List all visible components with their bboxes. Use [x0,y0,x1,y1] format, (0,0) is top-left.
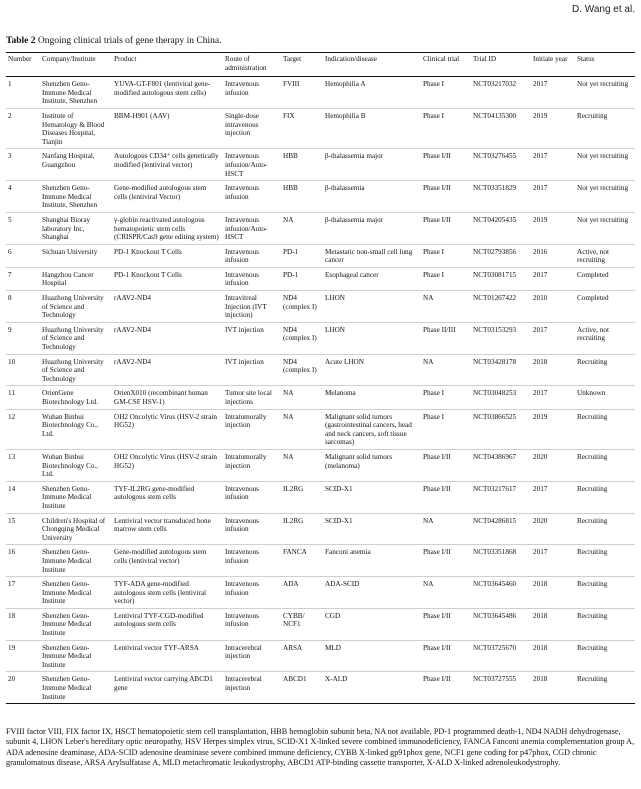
table-row [6,108,635,148]
column-header: Number [6,54,40,77]
company-institute-cell: Institute of Hematology & Blood Diseases Hospital, Tianjin [42,111,105,146]
indication-disease-cell: LHON [325,294,345,303]
product-cell: TYF-ADA gene-modified autologous stem cells (lentiviral vector) [114,580,207,606]
column-header: Clinical trial [421,54,471,77]
target-cell: FVIII [283,80,300,89]
table-row [6,545,635,577]
table-row [6,640,635,672]
table-row [6,449,635,481]
product-cell: Lentiviral vector carrying ABCD1 gene [114,675,213,693]
route-of-administration-cell: Intratumorally injection [225,452,267,470]
indication-disease-cell: Hemophilia B [325,111,366,120]
table-row [6,322,635,354]
route-of-administration-cell: Intravenous infusion/Auto-HSCT [225,215,268,242]
product-cell: rAAV2-ND4 [114,325,151,334]
target-cell: FANCA [283,548,307,557]
table-row [6,354,635,386]
company-institute-cell: Children's Hospital of Chongqing Medical University [42,516,106,542]
table-row [6,513,635,545]
status-cell: Recruiting [577,111,608,120]
status-cell: Active, not recruiting [577,247,609,265]
table-title: Ongoing clinical trials of gene therapy in China. [37,36,222,46]
status-cell: Recruiting [577,516,608,525]
clinical-trial-phase-cell: Phase I/II [423,643,451,652]
clinical-trial-phase-cell: Phase I/II [423,184,451,193]
trial-number-cell: 8 [8,294,12,303]
route-of-administration-cell: Single-dose intravenous injection [225,111,259,138]
product-cell: rAAV2-ND4 [114,357,151,366]
column-header: Trial ID [471,54,531,77]
table-row [6,481,635,513]
table-row [6,409,635,449]
clinical-trial-phase-cell: Phase II/III [423,325,456,334]
status-cell: Not yet recruiting [577,184,629,193]
table-row [6,77,635,109]
route-of-administration-cell: Tumor site local injections [225,389,272,406]
clinical-trial-phase-cell: Phase I/II [423,152,451,161]
company-institute-cell: Huazhong University of Science and Technology [42,325,104,352]
route-of-administration-cell: Intratumorally injection [225,412,267,430]
table-row [6,244,635,267]
trial-id-cell: NCT02793856 [473,247,517,256]
clinical-trial-phase-cell: Phase I [423,389,444,398]
indication-disease-cell: Malignant solid tumors (melanoma) [325,452,393,470]
target-cell: PD-1 [283,270,299,279]
trial-id-cell: NCT04205435 [473,215,517,224]
initiate-year-cell: 2017 [533,270,548,279]
indication-disease-cell: CGD [325,611,341,620]
product-cell: OrienX010 (recombinant human GM-CSF HSV-1) [114,389,208,406]
trial-number-cell: 17 [8,580,16,589]
table-row [6,149,635,181]
target-cell: ABCD1 [283,675,307,684]
indication-disease-cell: Esophageal cancer [325,270,379,279]
trial-id-cell: NCT03645486 [473,611,517,620]
route-of-administration-cell: IVT injection [225,357,264,366]
table-label: Table 2 [6,36,36,46]
company-institute-cell: Huazhong University of Science and Technology [42,294,104,320]
running-head: D. Wang et al. [572,4,635,15]
table-top-rule [6,52,635,53]
table-body [6,77,635,704]
indication-disease-cell: SCID-X1 [325,484,353,493]
column-header: Company/Institute [40,54,112,77]
trial-id-cell: NCT03727555 [473,675,517,684]
indication-disease-cell: Fanconi anemia [325,548,371,557]
column-header: Route of administration [223,54,281,77]
route-of-administration-cell: Intracerebral injection [225,643,262,661]
company-institute-cell: Shenzhen Geno-Immune Medical Institute [42,484,92,510]
trial-number-cell: 7 [8,270,12,279]
status-cell: Recruiting [577,484,608,493]
route-of-administration-cell: IVT injection [225,325,264,334]
company-institute-cell: Shenzhen Geno-Immune Medical Institute [42,580,92,606]
status-cell: Recruiting [577,611,608,620]
table-row [6,181,635,213]
initiate-year-cell: 2018 [533,580,548,589]
company-institute-cell: Huazhong University of Science and Technology [42,357,104,383]
column-header: Product [112,54,223,77]
trial-id-cell: NCT03081715 [473,270,517,279]
indication-disease-cell: β-thalassemia major [325,215,384,224]
table-header-row [6,54,635,77]
target-cell: PD-1 [283,247,299,256]
product-cell: TYF-IL2RG gene-modified autologous stem cells [114,484,195,502]
company-institute-cell: Shenzhen Geno-Immune Medical Institute [42,675,92,701]
clinical-trial-phase-cell: NA [423,580,434,589]
table-footnote: FVIII factor VIII, FIX factor IX, HSCT hematopoietic stem cell transplantation, HBB hemoglobin subunit beta, NA not available, PD-1 programmed death-1, ND4 NADH dehydrogenase, subunit 4, LHON Leber's hereditary optic neuropathy, HSV Herpes simplex virus, SCID-X1 X-linked severe combined immunodeficiency, FANCA Fanconi anemia complementation group A, ADA adenosine deaminase, ADA-SCID adenosine deaminase severe combined immune deficiency, CYBB X-linked gp91phox gene, NCF1 gene coding for p47phox, CGD chronic granulomatous disease, ARSA Arylsulfatase A, MLD metachromatic leukodystrophy, ABCD1 ATP-binding cassette transporter, X-ALD X-linked adrenoleukodystrophy. [6,727,635,768]
product-cell: BBM-H901 (AAV) [114,111,170,120]
clinical-trial-phase-cell: Phase I [423,247,444,256]
product-cell: Autologous CD34⁺ cells genetically modified (lentiviral vector) [114,152,219,169]
clinical-trial-phase-cell: NA [423,357,434,366]
trial-id-cell: NCT04286815 [473,516,517,525]
product-cell: PD-1 Knockout T Cells [114,247,182,256]
trial-id-cell: NCT01267422 [473,294,517,303]
initiate-year-cell: 2010 [533,294,548,303]
status-cell: Recruiting [577,452,608,461]
route-of-administration-cell: Intravenous infusion [225,484,259,502]
company-institute-cell: Shanghai Bioray laboratory Inc, Shanghai [42,215,91,242]
initiate-year-cell: 2017 [533,325,548,334]
target-cell: ND4 (complex I) [283,294,317,311]
trial-id-cell: NCT03217617 [473,484,517,493]
clinical-trial-phase-cell: Phase I [423,80,444,89]
status-cell: Not yet recruiting [577,215,629,224]
target-cell: ADA [283,580,299,589]
trial-id-cell: NCT03351868 [473,548,517,557]
initiate-year-cell: 2018 [533,675,548,684]
product-cell: Gene-modified autologous stem cells (lentiviral vector) [114,548,207,565]
indication-disease-cell: Malignant solid tumors (gastrointestinal cancers, head and neck cancers, soft tissue sarcomas) [325,412,412,447]
indication-disease-cell: Acute LHON [325,357,364,366]
trial-number-cell: 6 [8,247,12,256]
indication-disease-cell: MLD [325,643,341,652]
trial-number-cell: 15 [8,516,16,525]
route-of-administration-cell: Intravenous infusion [225,184,259,201]
initiate-year-cell: 2018 [533,357,548,366]
target-cell: NA [283,389,294,398]
trial-number-cell: 10 [8,357,16,366]
status-cell: Completed [577,294,609,303]
indication-disease-cell: β-thalassemia [325,184,365,193]
indication-disease-cell: LHON [325,325,345,334]
table-row [6,577,635,609]
initiate-year-cell: 2018 [533,611,548,620]
trial-id-cell: NCT03351829 [473,184,517,193]
company-institute-cell: Wuhan Binhui Biotechnology Co., Ltd. [42,452,99,479]
status-cell: Recruiting [577,675,608,684]
target-cell: ND4 (complex I) [283,357,317,375]
initiate-year-cell: 2017 [533,152,548,161]
status-cell: Recruiting [577,643,608,652]
trial-id-cell: NCT03866525 [473,412,517,421]
route-of-administration-cell: Intravenous infusion [225,580,259,597]
initiate-year-cell: 2017 [533,548,548,557]
company-institute-cell: Hangzhou Cancer Hospital [42,270,94,288]
column-header: Target [281,54,323,77]
target-cell: ND4 (complex I) [283,325,317,343]
initiate-year-cell: 2017 [533,389,548,398]
clinical-trial-phase-cell: Phase I/II [423,548,451,557]
table-caption [6,36,221,46]
table-row [6,608,635,640]
target-cell: NA [283,412,294,421]
trial-number-cell: 13 [8,452,16,461]
trial-id-cell: NCT04386967 [473,452,517,461]
status-cell: Unknown [577,389,606,398]
table-row [6,212,635,244]
trial-number-cell: 3 [8,152,12,161]
target-cell: HBB [283,152,298,161]
clinical-trial-phase-cell: Phase I/II [423,611,451,620]
company-institute-cell: Wuhan Binhui Biotechnology Co., Ltd. [42,412,99,438]
company-institute-cell: Shenzhen Geno-Immune Medical Institute, Shenzhen [42,80,98,106]
target-cell: NA [283,215,294,224]
column-header: Status [575,54,635,77]
product-cell: Gene-modified autologous stem cells (lentiviral Vector) [114,184,207,201]
target-cell: IL2RG [283,516,304,525]
company-institute-cell: Sichuan University [42,247,98,256]
product-cell: rAAV2-ND4 [114,294,151,303]
trial-number-cell: 20 [8,675,16,684]
clinical-trial-phase-cell: Phase I [423,270,444,279]
product-cell: γ-globin reactivated autologous hematopoietic stem cells (CRISPR/Cas9 gene editing system) [114,215,219,242]
route-of-administration-cell: Intracerebral injection [225,675,262,693]
indication-disease-cell: β-thalassemia major [325,152,384,161]
status-cell: Completed [577,270,609,279]
column-header: Indication/disease [323,54,421,77]
trial-number-cell: 5 [8,215,12,224]
clinical-trial-phase-cell: Phase I [423,111,444,120]
initiate-year-cell: 2018 [533,643,548,652]
table-row [6,386,635,409]
clinical-trial-phase-cell: Phase I/II [423,484,451,493]
status-cell: Recruiting [577,548,608,557]
trial-number-cell: 16 [8,548,16,557]
company-institute-cell: OrienGene Biotechnology Ltd. [42,389,98,406]
product-cell: OH2 Oncolytic Virus (HSV-2 strain HG52) [114,412,217,430]
company-institute-cell: Shenzhen Geno-Immune Medical Institute [42,611,92,638]
product-cell: Lentiviral vector TYF-ARSA [114,643,199,652]
indication-disease-cell: Hemophilia A [325,80,366,89]
trial-number-cell: 2 [8,111,12,120]
trial-id-cell: NCT03048253 [473,389,517,398]
trial-id-cell: NCT04135300 [473,111,517,120]
company-institute-cell: Shenzhen Geno-Immune Medical Institute [42,643,92,669]
route-of-administration-cell: Intravenous infusion/Auto-HSCT [225,152,268,178]
clinical-trial-phase-cell: Phase I [423,412,444,421]
trial-id-cell: NCT03428178 [473,357,517,366]
table-row [6,291,635,323]
clinical-trial-phase-cell: NA [423,294,434,303]
clinical-trial-phase-cell: NA [423,516,434,525]
trial-id-cell: NCT03276455 [473,152,517,161]
table-row [6,267,635,290]
status-cell: Recruiting [577,580,608,589]
route-of-administration-cell: Intravitreal Injection (IVT injection) [225,294,267,320]
product-cell: Lentiviral vector transduced bone marrow stem cells [114,516,211,534]
clinical-trials-table [6,54,635,704]
indication-disease-cell: ADA-SCID [325,580,360,589]
route-of-administration-cell: Intravenous infusion [225,548,259,565]
target-cell: HBB [283,184,298,193]
initiate-year-cell: 2017 [533,80,548,89]
initiate-year-cell: 2020 [533,516,548,525]
route-of-administration-cell: Intravenous infusion [225,270,259,288]
trial-number-cell: 12 [8,412,16,421]
initiate-year-cell: 2019 [533,215,548,224]
product-cell: OH2 Oncolytic Virus (HSV-2 strain HG52) [114,452,217,470]
trial-number-cell: 19 [8,643,16,652]
route-of-administration-cell: Intravenous infusion [225,516,259,534]
trial-number-cell: 1 [8,80,12,89]
company-institute-cell: Nanfang Hospital, Guangzhou [42,152,95,169]
route-of-administration-cell: Intravenous infusion [225,247,259,265]
status-cell: Recruiting [577,412,608,421]
initiate-year-cell: 2019 [533,111,548,120]
initiate-year-cell: 2017 [533,184,548,193]
trial-id-cell: NCT03217032 [473,80,517,89]
initiate-year-cell: 2019 [533,412,548,421]
indication-disease-cell: SCID-X1 [325,516,353,525]
target-cell: NA [283,452,294,461]
indication-disease-cell: X-ALD [325,675,348,684]
initiate-year-cell: 2020 [533,452,548,461]
trial-id-cell: NCT03645460 [473,580,517,589]
trial-number-cell: 9 [8,325,12,334]
status-cell: Not yet recruiting [577,152,629,161]
indication-disease-cell: Metastatic non-small cell lung cancer [325,247,413,265]
product-cell: Lentiviral TYF-CGD-modified autologous stem cells [114,611,204,629]
status-cell: Recruiting [577,357,608,366]
column-header: Initiate year [531,54,575,77]
target-cell: ARSA [283,643,303,652]
trial-number-cell: 18 [8,611,16,620]
company-institute-cell: Shenzhen Geno-Immune Medical Institute, Shenzhen [42,184,98,210]
trial-id-cell: NCT03725670 [473,643,517,652]
clinical-trial-phase-cell: Phase I/II [423,452,451,461]
product-cell: PD-1 Knockout T Cells [114,270,182,279]
route-of-administration-cell: Intravenous infusion [225,80,259,97]
target-cell: FIX [283,111,295,120]
status-cell: Not yet recruiting [577,80,629,89]
company-institute-cell: Shenzhen Geno-Immune Medical Institute [42,548,92,574]
trial-id-cell: NCT03153293 [473,325,517,334]
clinical-trial-phase-cell: Phase I/II [423,215,451,224]
trial-number-cell: 14 [8,484,16,493]
initiate-year-cell: 2016 [533,247,548,256]
target-cell: CYBB/ NCF1 [283,611,305,629]
table-row [6,672,635,704]
trial-number-cell: 11 [8,389,15,398]
initiate-year-cell: 2017 [533,484,548,493]
indication-disease-cell: Melanoma [325,389,356,398]
route-of-administration-cell: Intravenous infusion [225,611,259,629]
product-cell: YUVA-GT-F801 (lentiviral gene-modified autologous stem cells) [114,80,211,97]
status-cell: Active, not recruiting [577,325,609,343]
target-cell: IL2RG [283,484,304,493]
clinical-trial-phase-cell: Phase I/II [423,675,451,684]
trial-number-cell: 4 [8,184,12,193]
